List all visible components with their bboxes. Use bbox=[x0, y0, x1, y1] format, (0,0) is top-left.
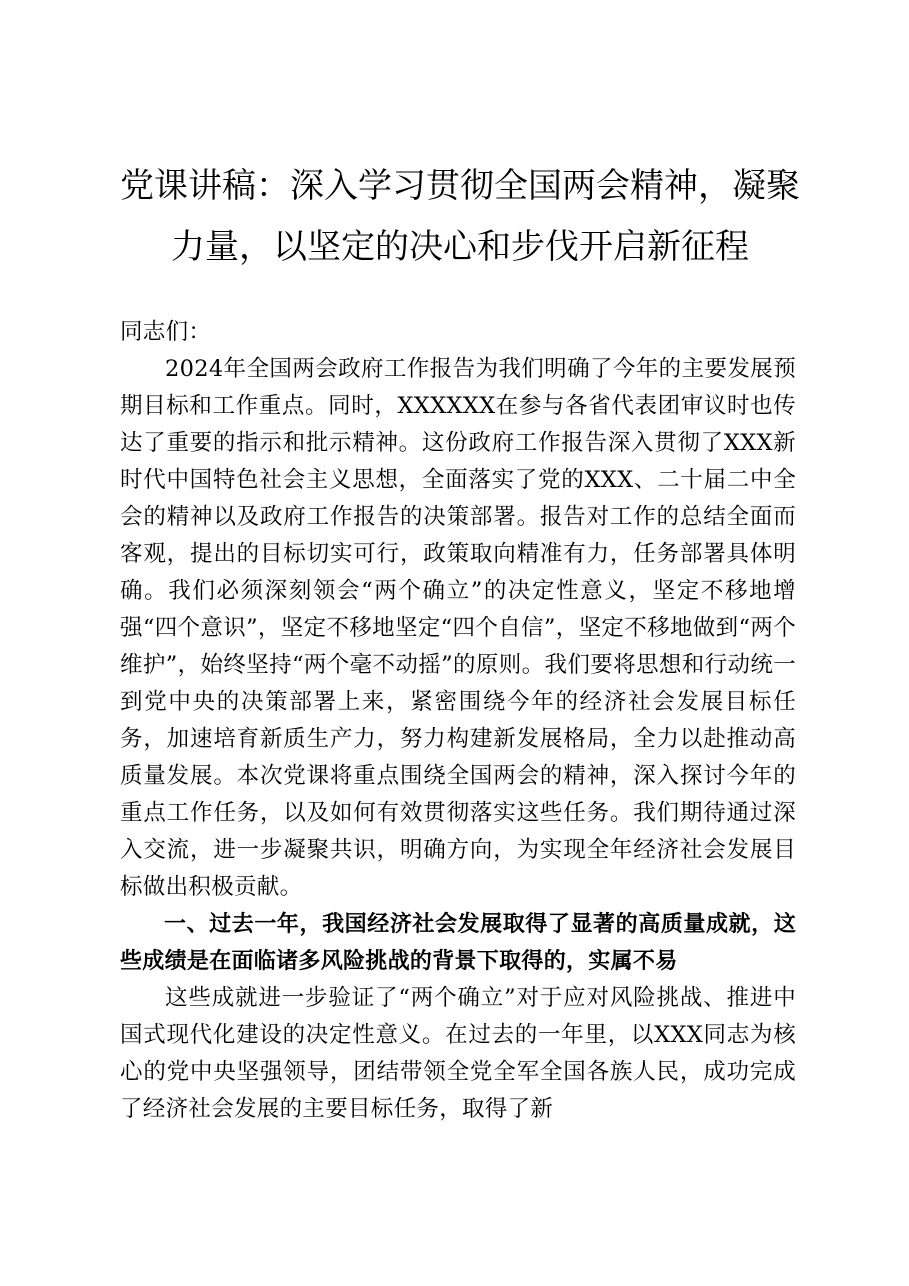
body-paragraph: 2024年全国两会政府工作报告为我们明确了今年的主要发展预期目标和工作重点。同时，XXXXXX在参与各省代表团审议时也传达了重要的指示和批示精神。这份政府工作报告深入贯彻了XXX新时代中国特色社会主义思想，全面落实了党的XXX、二十届二中全会的精神以及政府工作报告的决策部署。报告对工作的总结全面而客观，提出的目标切实可行，政策取向精准有力，任务部署具体明确。我们必须深刻领会“两个确立”的决定性意义，坚定不移地增强“四个意识”，坚定不移地坚定“四个自信”，坚定不移地做到“两个维护”，始终坚持“两个毫不动摇”的原则。我们要将思想和行动统一到党中央的决策部署上来，紧密围绕今年的经济社会发展目标任务，加速培育新质生产力，努力构建新发展格局，全力以赴推动高质量发展。本次党课将重点围绕全国两会的精神，深入探讨今年的重点工作任务，以及如何有效贯彻落实这些任务。我们期待通过深入交流，进一步凝聚共识，明确方向，为实现全年经济社会发展目标做出积极贡献。 bbox=[120, 356, 796, 900]
section-heading: 一、过去一年，我国经济社会发展取得了显著的高质量成就，这些成绩是在面临诸多风险挑战的背景下取得的，实属不易 bbox=[120, 912, 796, 974]
document-body bbox=[120, 314, 796, 1128]
body-paragraph: 这些成就进一步验证了“两个确立”对于应对风险挑战、推进中国式现代化建设的决定性意义。在过去的一年里，以XXX同志为核心的党中央坚强领导，团结带领全党全军全国各族人民，成功完成了经济社会发展的主要目标任务，取得了新 bbox=[120, 985, 796, 1122]
document-title: 党课讲稿：深入学习贯彻全国两会精神，凝聚力量，以坚定的决心和步伐开启新征程 bbox=[120, 166, 800, 267]
salutation: 同志们： bbox=[120, 319, 212, 345]
